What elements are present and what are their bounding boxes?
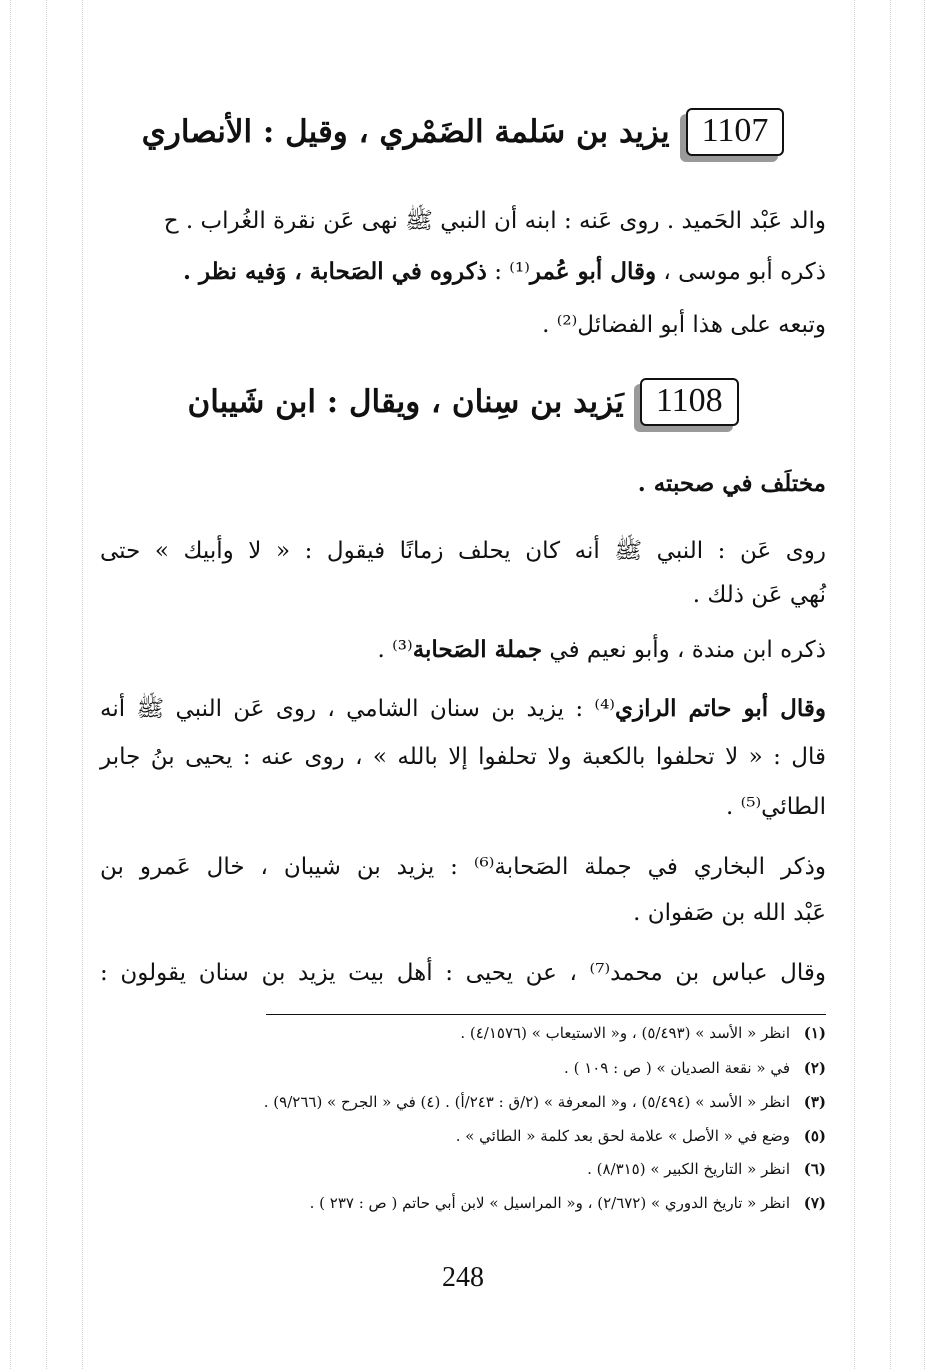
footnote [100,1127,826,1145]
footnote-text: انظر « تاريخ الدوري » (٢/٦٧٢) ، و« المراسيل » لابن أبي حاتم ( ص : ٢٣٧ ) . [309,1194,790,1212]
text-span: وتبعه على هذا أبو الفضائل⁽²⁾ . [542,312,826,338]
text-line [100,582,826,608]
entry-heading-1108 [100,378,826,426]
footnote-number: (٦) [803,1160,826,1178]
text-line [100,744,826,770]
footnote-text: انظر « الأسد » (٥/٤٩٤) ، و« المعرفة » (٢/ق : ٢٤٣/أ) . (٤) في « الجرح » (٩/٢٦٦) . [263,1093,790,1111]
footnote [100,1194,826,1212]
entry-title: يَزيد بن سِنان ، ويقال : ابن شَيبان [187,384,624,420]
text-line [100,636,826,663]
text-span: وقال عباس بن محمد⁽⁷⁾ ، عن يحيى : أهل بيت يزيد بن سنان يقولون : [100,960,826,986]
text-span: ⁽³⁾ . [377,637,413,663]
text-line [100,470,826,497]
footnote-text: انظر « الأسد » (٥/٤٩٣) ، و« الاستيعاب » (٤/١٥٧٦) . [460,1024,790,1042]
page-number: 248 [442,1262,484,1293]
guide-line [10,0,11,1369]
text-line [100,206,826,240]
bold-text-span: جملة الصَحابة [412,636,543,663]
guide-line [82,0,83,1369]
text-line [100,312,826,338]
text-line [100,694,826,728]
text-span: نُهي عَن ذلك . [692,582,826,608]
guide-line [46,0,47,1369]
text-span: ذكره ابن مندة ، وأبو نعيم في [542,637,826,663]
footnote-number: (٧) [803,1194,826,1212]
entry-number-box: 1107 [686,108,785,156]
text-span: ⁽⁴⁾ : يزيد بن سنان الشامي ، روى عَن النبي ﷺ أنه [100,696,615,722]
text-span: وذكر البخاري في جملة الصَحابة⁽⁶⁾ : يزيد بن شيبان ، خال عَمرو بن [100,854,826,880]
text-line [100,854,826,880]
text-span: والد عَبْد الحَميد . روى عَنه : ابنه أن النبي ﷺ نهى عَن نقرة الغُراب . ح [163,208,826,234]
bold-text-span: وقال أبو عُمر [529,258,657,285]
text-span: الطائي⁽⁵⁾ . [725,794,826,820]
footnote-text: وضع في « الأصل » علامة لحق بعد كلمة « الطائي » . [455,1127,790,1145]
bold-text-span: وقال أبو حاتم الرازي [614,695,826,722]
footnote [100,1160,826,1178]
text-span: روى عَن : النبي ﷺ أنه كان يحلف زمانًا فيقول : « لا وأبيك » حتى [100,538,826,564]
text-line [100,960,826,986]
bold-text-span: مختلَف في صحبته . [637,470,826,497]
footnote-number: (٥) [803,1127,826,1145]
text-line [100,794,826,820]
text-span: ذكره أبو موسى ، [656,259,826,285]
footnote-number: (٢) [803,1059,826,1077]
text-span: قال : « لا تحلفوا بالكعبة ولا تحلفوا إلا بالله » ، روى عنه : يحيى بنُ جابر [100,744,826,770]
footnote-text: في « نقعة الصديان » ( ص : ١٠٩ ) . [564,1059,790,1077]
entry-title: يزيد بن سَلمة الضَمْري ، وقيل : الأنصاري [141,114,670,150]
footnote [100,1093,826,1111]
guide-line [854,0,855,1369]
bold-text-span: ذكروه في الصَحابة ، وَفيه نظر . [182,258,487,285]
footnote-number: (٣) [803,1093,826,1111]
footnote [100,1024,826,1042]
entry-number-box: 1108 [640,378,739,426]
footnote-number: (١) [803,1024,826,1042]
text-line [100,258,826,285]
guide-line [890,0,891,1369]
footnote [100,1059,826,1077]
guide-line [924,0,925,1369]
entry-heading-1107 [100,108,826,156]
text-line [100,900,826,926]
text-span: عَبْد الله بن صَفوان . [633,900,826,926]
footnote-separator [266,1014,826,1015]
document-page [100,0,826,1369]
footnote-text: انظر « التاريخ الكبير » (٨/٣١٥) . [587,1160,790,1178]
text-span: ⁽¹⁾ : [486,259,530,285]
text-line [100,536,826,570]
